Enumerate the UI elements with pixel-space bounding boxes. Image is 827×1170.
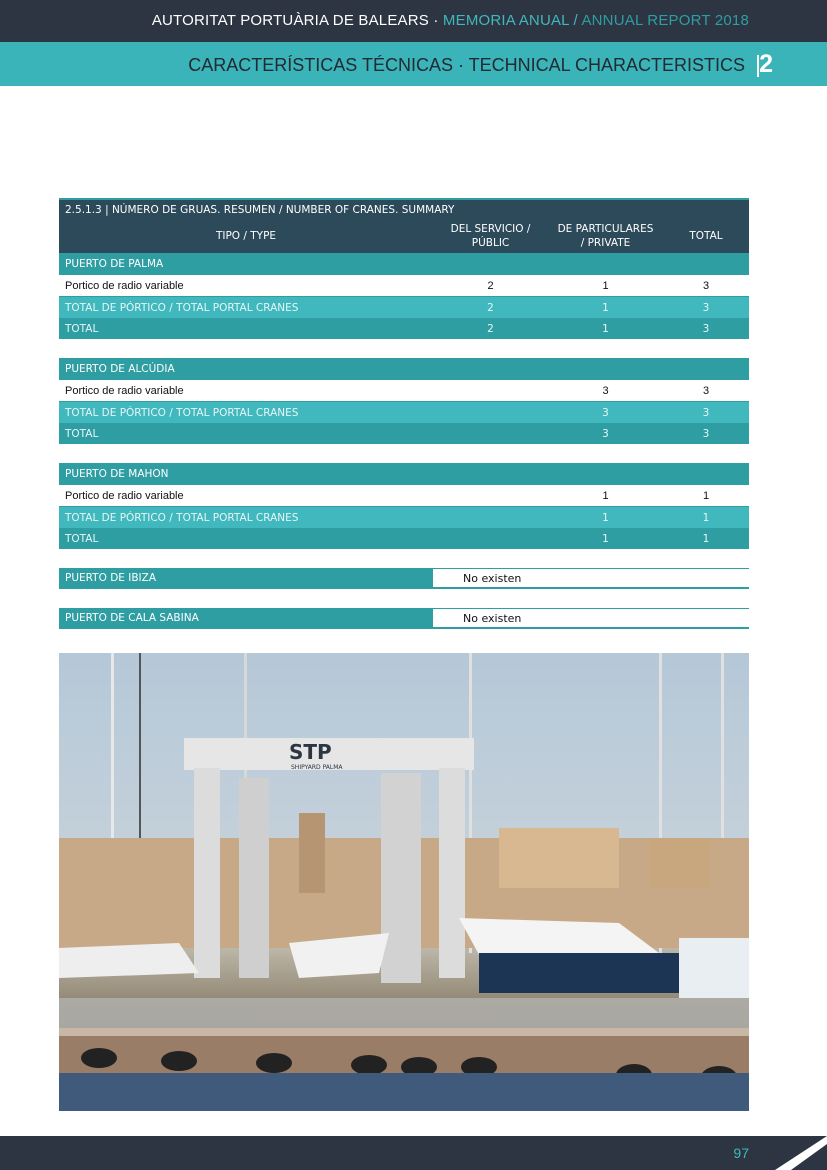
page-number: 97	[733, 1145, 749, 1161]
total-count: 3	[702, 406, 710, 419]
fender	[161, 1051, 197, 1071]
row-gap	[59, 549, 749, 568]
no-cranes-value: No existen	[433, 608, 749, 629]
header-private-line2: / PRIVATE	[580, 237, 631, 249]
row-label: TOTAL	[65, 427, 99, 440]
row-gap	[59, 339, 749, 358]
cranes-summary-table	[59, 198, 749, 629]
port-name: PUERTO DE MAHON	[65, 468, 169, 480]
travel-lift-leg	[239, 778, 269, 978]
header-public-line1: DEL SERVICIO /	[450, 223, 531, 235]
building	[499, 828, 619, 888]
header-public-line2: PÚBLIC	[471, 237, 510, 249]
private-count: 1	[602, 532, 609, 545]
port-without-cranes	[59, 568, 749, 589]
section-title: CARACTERÍSTICAS TÉCNICAS · TECHNICAL CHARACTERISTICS	[188, 55, 745, 75]
church-tower	[299, 813, 325, 893]
section-bar	[0, 42, 827, 86]
row-gap	[59, 444, 749, 463]
port-name: PUERTO DE CALA SABINA	[59, 608, 433, 629]
port-without-cranes	[59, 608, 749, 629]
subtotal-row	[59, 297, 749, 318]
header-public	[433, 219, 548, 253]
row-label: Portico de radio variable	[65, 489, 184, 502]
table-header	[59, 219, 749, 253]
private-count: 3	[602, 427, 609, 440]
total-count: 1	[702, 532, 710, 545]
fender	[81, 1048, 117, 1068]
shipyard-photo	[59, 653, 749, 1111]
total-count: 3	[702, 427, 710, 440]
memoria-label: MEMORIA ANUAL /	[442, 12, 582, 29]
row-label: TOTAL	[65, 322, 99, 335]
no-cranes-value: No existen	[433, 568, 749, 589]
port-row	[59, 253, 749, 275]
port-name: PUERTO DE IBIZA	[59, 568, 433, 589]
water	[59, 1073, 749, 1111]
travel-lift-leg	[194, 768, 220, 978]
footer-bar	[0, 1136, 827, 1170]
footer-stripe	[757, 1136, 827, 1170]
white-tent	[679, 938, 749, 998]
row-label: TOTAL DE PÓRTICO / TOTAL PORTAL CRANES	[65, 301, 299, 314]
port-name: PUERTO DE PALMA	[65, 258, 164, 270]
shipyard-sign-sub: SHIPYARD PALMA	[291, 764, 343, 771]
row-label: TOTAL	[65, 532, 99, 545]
row-label: Portico de radio variable	[65, 384, 184, 397]
total-count: 3	[702, 301, 710, 314]
private-count: 3	[602, 406, 609, 419]
fence	[59, 998, 749, 1028]
building	[649, 838, 709, 888]
private-count: 1	[602, 489, 609, 502]
public-count: 2	[487, 279, 494, 292]
total-count: 3	[702, 279, 710, 292]
subtotal-row	[59, 402, 749, 423]
table-title: 2.5.1.3 | NÚMERO DE GRUAS. RESUMEN / NUMBER OF CRANES. SUMMARY	[59, 198, 749, 219]
header-total: TOTAL	[689, 230, 723, 242]
table-row	[59, 485, 749, 507]
section-number: 2	[759, 50, 773, 78]
header-type: TIPO / TYPE	[215, 230, 277, 242]
header-private	[548, 219, 663, 253]
travel-lift-leg	[381, 773, 421, 983]
port-row	[59, 463, 749, 485]
table-row	[59, 380, 749, 402]
report-title	[152, 12, 749, 29]
total-row	[59, 423, 749, 444]
shipyard-illustration	[59, 653, 749, 1111]
row-label: Portico de radio variable	[65, 279, 184, 292]
row-label: TOTAL DE PÓRTICO / TOTAL PORTAL CRANES	[65, 511, 299, 524]
top-header-bar	[0, 0, 827, 42]
private-count: 1	[602, 511, 609, 524]
total-row	[59, 318, 749, 339]
total-count: 3	[702, 384, 710, 397]
public-count: 2	[487, 301, 494, 314]
private-count: 1	[602, 322, 609, 335]
row-gap	[59, 589, 749, 608]
total-count: 3	[702, 322, 710, 335]
port-row	[59, 358, 749, 380]
org-name: AUTORITAT PORTUÀRIA DE BALEARS ·	[151, 12, 443, 29]
public-count: 2	[487, 322, 494, 335]
fender	[256, 1053, 292, 1073]
total-row	[59, 528, 749, 549]
subtotal-row	[59, 507, 749, 528]
yacht	[59, 943, 199, 978]
row-label: TOTAL DE PÓRTICO / TOTAL PORTAL CRANES	[65, 406, 299, 419]
ports-container	[59, 253, 749, 629]
total-count: 1	[702, 511, 710, 524]
fender	[351, 1055, 387, 1075]
private-count: 3	[602, 384, 609, 397]
shipyard-sign: STP	[289, 740, 332, 764]
annual-report-label: ANNUAL REPORT 2018	[581, 12, 749, 29]
total-count: 1	[702, 489, 710, 502]
port-name: PUERTO DE ALCÚDIA	[65, 363, 175, 375]
travel-lift-leg	[439, 768, 465, 978]
table-row	[59, 275, 749, 297]
private-count: 1	[602, 301, 609, 314]
private-count: 1	[602, 279, 609, 292]
quay-edge	[59, 1028, 749, 1036]
header-private-line1: DE PARTICULARES	[557, 223, 654, 235]
